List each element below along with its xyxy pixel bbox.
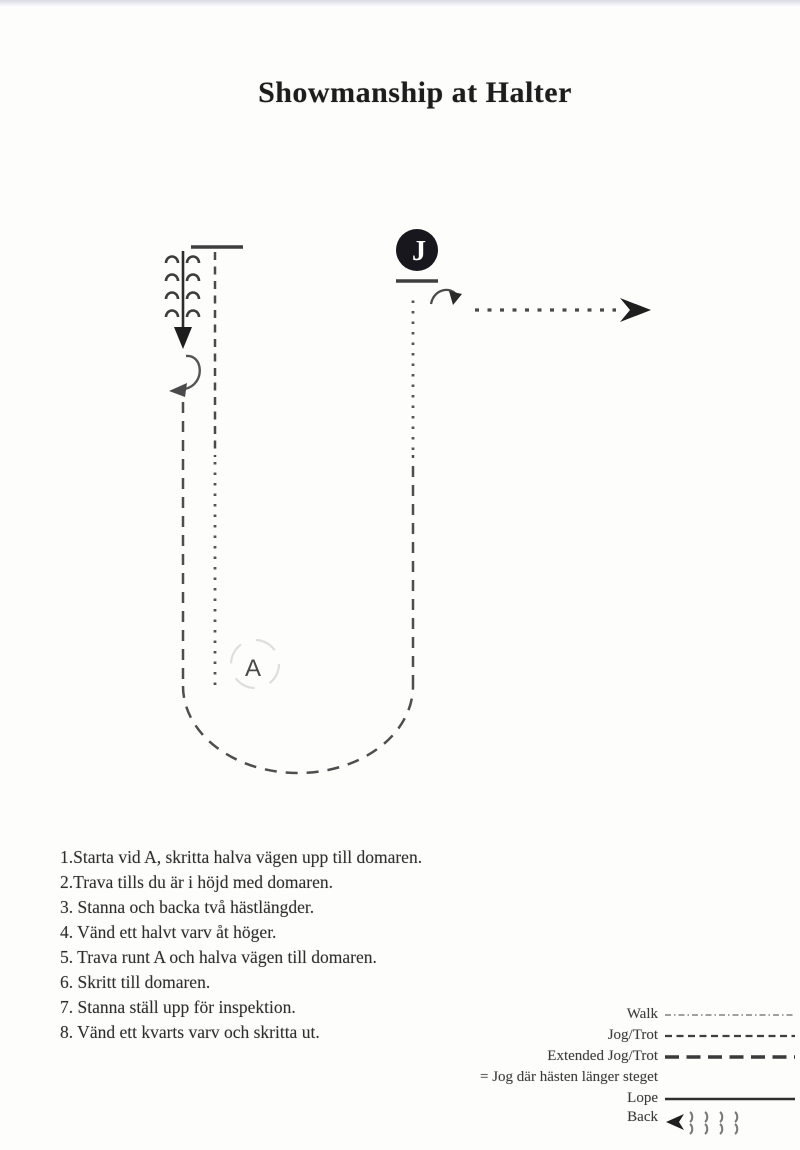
instruction-line: 1.Starta vid A, skritta halva vägen upp till domaren. <box>60 847 423 867</box>
back-sample-icon <box>664 1109 796 1137</box>
start-marker-a <box>231 640 279 688</box>
quarter-turn-arrow-icon <box>431 290 462 305</box>
legend-row-walk <box>444 1004 796 1025</box>
page-title: Showmanship at Halter <box>258 76 572 110</box>
legend-row-lope <box>444 1088 796 1109</box>
u-turn-path <box>183 686 413 773</box>
legend-row-extended-note <box>444 1067 796 1088</box>
legend-label-back: Back <box>627 1109 658 1125</box>
gait-legend <box>444 1004 796 1139</box>
legend-label-walk: Walk <box>626 1006 658 1022</box>
legend-label-jog: Jog/Trot <box>607 1027 658 1043</box>
exit-walk-arrow-icon <box>475 298 651 322</box>
jog-line-sample-icon <box>664 1032 796 1040</box>
instruction-line: 5. Trava runt A och halva vägen till domaren. <box>60 947 377 967</box>
judge-label: J <box>412 236 426 267</box>
back-up-arrow-icon <box>174 251 192 349</box>
legend-row-back <box>444 1109 796 1139</box>
instruction-line: 4. Vänd ett halvt varv åt höger. <box>60 922 277 942</box>
half-turn-arrow-icon <box>169 356 200 397</box>
lope-line-sample-icon <box>664 1095 796 1103</box>
instructions-list <box>60 845 422 1045</box>
start-marker-label: A <box>244 655 262 682</box>
instruction-line: 2.Trava tills du är i höjd med domaren. <box>60 872 333 892</box>
instruction-line: 7. Stanna ställ upp för inspektion. <box>60 997 296 1017</box>
legend-label-lope: Lope <box>627 1090 658 1106</box>
instruction-line: 8. Vänd ett kvarts varv och skritta ut. <box>60 1022 320 1042</box>
judge-badge <box>396 229 438 271</box>
legend-note-extended-jog: = Jog där hästen länger steget <box>480 1069 658 1085</box>
instruction-line: 6. Skritt till domaren. <box>60 972 211 992</box>
legend-label-extended-jog: Extended Jog/Trot <box>547 1048 658 1064</box>
extended-jog-line-sample-icon <box>664 1052 796 1062</box>
walk-line-sample-icon <box>664 1011 796 1019</box>
instruction-line: 3. Stanna och backa två hästlängder. <box>60 897 315 917</box>
legend-row-extended-jog <box>444 1046 796 1067</box>
legend-row-jog <box>444 1025 796 1046</box>
